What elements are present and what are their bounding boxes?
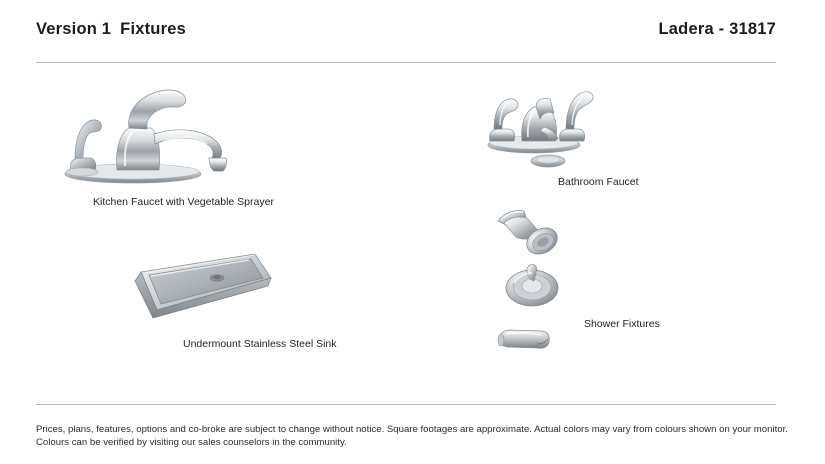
caption-undermount-sink: Undermount Stainless Steel Sink	[183, 338, 337, 350]
kitchen-faucet-image	[55, 72, 245, 187]
stainless-sink-image	[105, 248, 275, 328]
caption-bathroom-faucet: Bathroom Faucet	[558, 176, 639, 188]
page-title: Fixtures	[120, 20, 186, 38]
header-left-group	[36, 20, 186, 39]
legal-disclaimer	[36, 424, 816, 450]
community-plan-label: Ladera - 31817	[658, 20, 776, 38]
version-label: Version 1	[36, 20, 112, 38]
footer-divider	[36, 404, 776, 405]
shower-fixtures-image	[480, 203, 590, 363]
header-divider	[36, 62, 776, 63]
disclaimer-line-2: Colours can be verified by visiting our sales counselors in the community.	[36, 436, 347, 448]
page-header	[36, 20, 776, 39]
bathroom-faucet-image	[476, 75, 601, 170]
caption-shower-fixtures: Shower Fixtures	[584, 318, 660, 330]
disclaimer-line-1: Prices, plans, features, options and co-broke are subject to change without notice. Square footages are approximate. Actual colors may vary from colours shown on your monitor.	[36, 424, 788, 435]
caption-kitchen-faucet: Kitchen Faucet with Vegetable Sprayer	[93, 196, 274, 208]
